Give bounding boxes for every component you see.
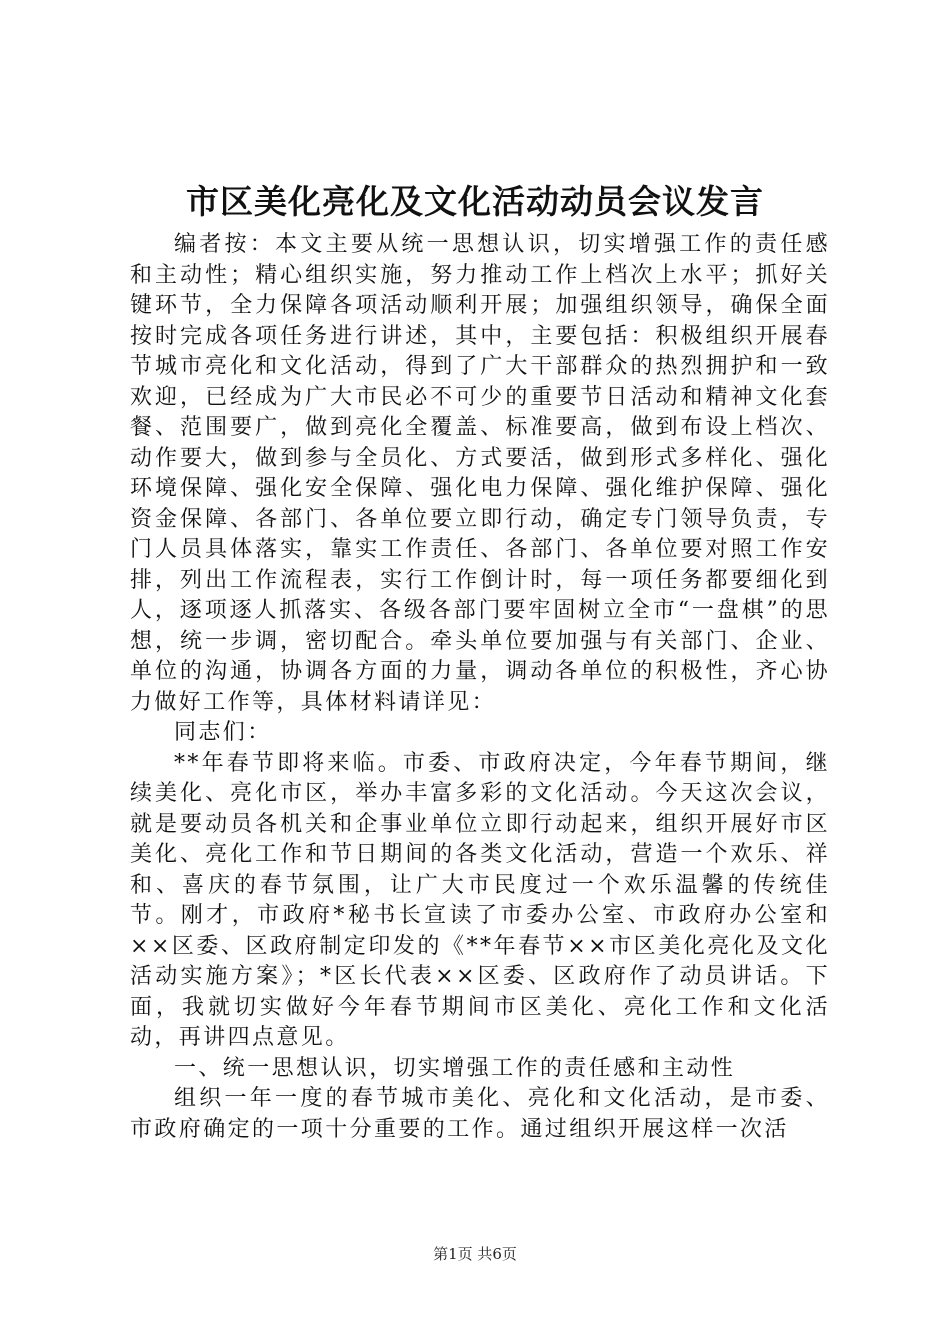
paragraph-editor-note: 编者按：本文主要从统一思想认识，切实增强工作的责任感和主动性；精心组织实施，努力推动工作上档次上水平；抓好关键环节，全力保障各项活动顺利开展；加强组织领导，确保全面按时完成各项任务进行讲述，其中，主要包括：积极组织开展春节城市亮化和文化活动，得到了广大干部群众的热烈拥护和一致欢迎，已经成为广大市民必不可少的重要节日活动和精神文化套餐、范围要广，做到亮化全覆盖、标准要高，做到布设上档次、动作要大，做到参与全员化、方式要活，做到形式多样化、强化环境保障、强化安全保障、强化电力保障、强化维护保障、强化资金保障、各部门、各单位要立即行动，确定专门领导负责，专门人员具体落实，靠实工作责任、各部门、各单位要对照工作安排，列出工作流程表，实行工作倒计时，每一项任务都要细化到人，逐项逐人抓落实、各级各部门要牢固树立全市“一盘棋”的思想，统一步调，密切配合。牵头单位要加强与有关部门、企业、单位的沟通，协调各方面的力量，调动各单位的积极性，齐心协力做好工作等，具体材料请详见：: [130, 232, 830, 715]
section-heading-1: 一、统一思想认识，切实增强工作的责任感和主动性: [174, 1055, 736, 1081]
paragraph-intro: **年春节即将来临。市委、市政府决定，今年春节期间，继续美化、亮化市区，举办丰富多彩的文化活动。今天这次会议，就是要动员各机关和企事业单位立即行动起来，组织开展好市区美化、亮化工作和节日期间的各类文化活动，营造一个欢乐、祥和、喜庆的春节氛围，让广大市民度过一个欢乐温馨的传统佳节。刚才，市政府*秘书长宣读了市委办公室、市政府办公室和××区委、区政府制定印发的《**年春节××市区美化亮化及文化活动实施方案》；*区长代表××区委、区政府作了动员讲话。下面，我就切实做好今年春节期间市区美化、亮化工作和文化活动，再讲四点意见。: [130, 750, 830, 1050]
page-footer: 第1页 共6页: [433, 1245, 517, 1263]
document-title: 市区美化亮化及文化活动动员会议发言: [186, 182, 764, 221]
paragraph-salutation: 同志们：: [174, 720, 272, 745]
paragraph-section-1: 组织一年一度的春节城市美化、亮化和文化活动，是市委、市政府确定的一项十分重要的工作。通过组织开展这样一次活: [130, 1086, 830, 1142]
document-body: [130, 230, 830, 1145]
